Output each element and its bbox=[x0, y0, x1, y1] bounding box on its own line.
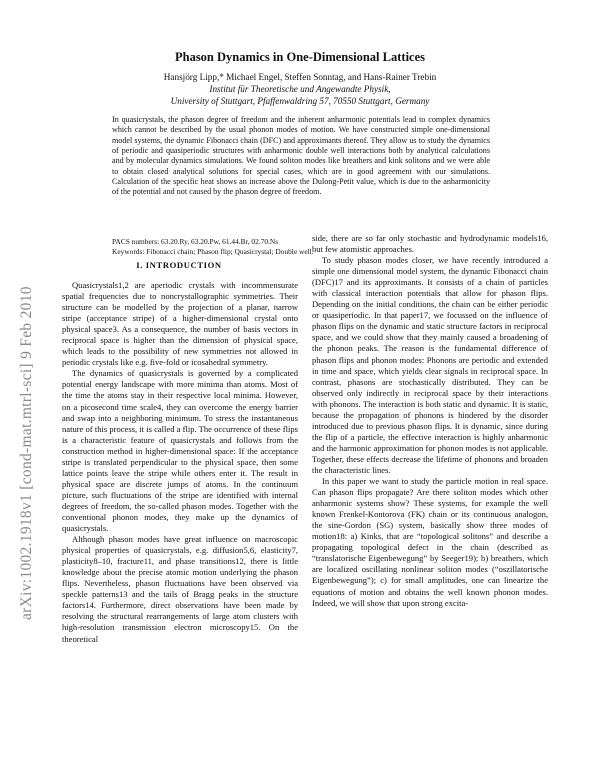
section-heading-introduction: I. INTRODUCTION bbox=[136, 260, 222, 270]
author-block bbox=[0, 71, 600, 107]
address: University of Stuttgart, Pfaffenwaldring 57, 70550 Stuttgart, Germany bbox=[170, 96, 430, 106]
paper-title: Phason Dynamics in One-Dimensional Lattices bbox=[174, 50, 425, 64]
paragraph: The dynamics of quasicrystals is governed by a complicated potential energy landscape with more minima than atoms. Most of the time the atoms stay in their respective local minima. However, on a picosecond time scale4, they can overcome the energy barrier and swap into a neighboring minimum. To stress the instantaneous nature of this process, it is called a flip. The occurrence of these flips is a characteristic feature of quasicrystals and follows from the construction method in higher-dimensional space: If the acceptance stripe is translated perpendicular to the physical space, then some lattice points leave the stripe while others enter it. The result in physical space are discrete jumps of atoms. In the continuum picture, such fluctuations of the stripe are identified with internal degrees of freedom, the so-called phason modes. Together with the conventional phonon modes, they make up the dynamics of quasicrystals. bbox=[62, 368, 298, 534]
paragraph: In this paper we want to study the particle motion in real space. Can phason flips propagate? Are there soliton modes which other anharmonic systems show? These systems, for example the well known Frenkel-Kontorova (FK) chain or its continuous analogon, the sine-Gordon (SG) system, basically show three modes of motion18: a) Kinks, that are “topological solitons” and describe a propagating topological defect in the chain (described as “translatorische Eigenbewegung” by Seeger19); b) breathers, which are localized oscillating nonlinear soliton modes (“oszillatorische Eigenbewegung”); c) for small amplitudes, one can linearize the equations of motion and obtains the well known phonon modes. Indeed, we will show that upon strong excita- bbox=[312, 476, 548, 608]
paragraph: Although phason modes have great influence on macroscopic physical properties of quasicrystals, e.g. diffusion5,6, elasticity7, plasticity8–10, fracture11, and phase transitions12, there is little knowledge about the precise atomic motion underlying the phason flips. Nevertheless, phason fluctuations have been observed via speckle patterns13 and the tails of Bragg peaks in the structure factors14. Furthermore, direct observations have been made by resolving the structural rearrangements of large atom clusters with high-resolution transmission electron microscopy15. On the theoretical bbox=[62, 534, 298, 644]
author-list: Hansjörg Lipp,* Michael Engel, Steffen Sonntag, and Hans-Rainer Trebin bbox=[163, 72, 437, 82]
right-text-column bbox=[312, 233, 548, 609]
paragraph: Quasicrystals1,2 are aperiodic crystals with incommensurate spatial frequencies due to noncrystallographic symmetries. Their structure can be modelled by the projection of a planar, narrow stripe (acceptance stripe) of a higher-dimensional crystal onto physical space3. As a consequence, the number of basis vectors in reciprocal space is higher than the dimension of physical space, which leads to the possibility of new symmetries not allowed in periodic crystals like e.g. five-fold or icosahedral symmetry. bbox=[62, 280, 298, 368]
left-text-column bbox=[62, 280, 298, 645]
arxiv-watermark: arXiv:1002.1918v1 [cond-mat.mtrl-sci] 9 Feb 2010 bbox=[18, 286, 35, 620]
pacs-numbers: PACS numbers: 63.20.Ry, 63.20.Pw, 61.44.Br, 02.70.Ns bbox=[112, 237, 279, 246]
keywords: Keywords: Fibonacci chain; Phason flip; Quasicrystal; Double well. bbox=[112, 247, 314, 256]
abstract: In quasicrystals, the phason degree of freedom and the inherent anharmonic potentials lead to complex dynamics which cannot be described by the usual phonon modes of motion. We have constructed simple one-dimensional model systems, the dynamic Fibonacci chain (DFC) and approximants thereof. They allow us to study the dynamics of periodic and quasiperiodic structures with anharmonic double well interactions both by analytical calculations and by molecular dynamics simulations. We found soliton modes like breathers and kink solitons and we were able to obtain closed analytical solutions for special cases, which are in good agreement with our simulations. Calculation of the specific heat shows an increase above the Dulong-Petit value, which is due to the anharmonicity of the potential and not caused by the phason degree of freedom. bbox=[112, 115, 490, 197]
institute: Institut für Theoretische und Angewandte Physik, bbox=[209, 84, 391, 94]
paragraph: side, there are so far only stochastic and hydrodynamic models16, but few atomistic approaches. bbox=[312, 233, 548, 255]
paragraph: To study phason modes closer, we have recently introduced a simple one dimensional model system, the dynamic Fibonacci chain (DFC)17 and its approximants. It consists of a chain of particles with classical interaction potentials that allow for phason flips. Depending on the initial conditions, the chain can be either periodic or quasiperiodic. In that paper17, we focussed on the influence of phason flips on the dynamic and static structure factors in reciprocal space, and we could show that they mainly caused a broadening of the phonon peaks. The reason is the fundamental difference of phason flips and phonon modes: Phonons are periodic and extended in time and space, which yields clear signals in reciprocal space. In contrast, phasons are stochastically distributed. They can be observed only indirectly in reciprocal space by their interactions with phonons. The interaction is both static and dynamic. It is static, because the propagation of phonons is hindered by the disorder introduced due to previous phason flips. It is dynamic, since during the flip of a particle, the effective interaction is highly anharmonic and the harmonic approximation for phonon modes is not applicable. Together, these effects decrease the lifetime of phonons and broaden the characteristic lines. bbox=[312, 255, 548, 475]
